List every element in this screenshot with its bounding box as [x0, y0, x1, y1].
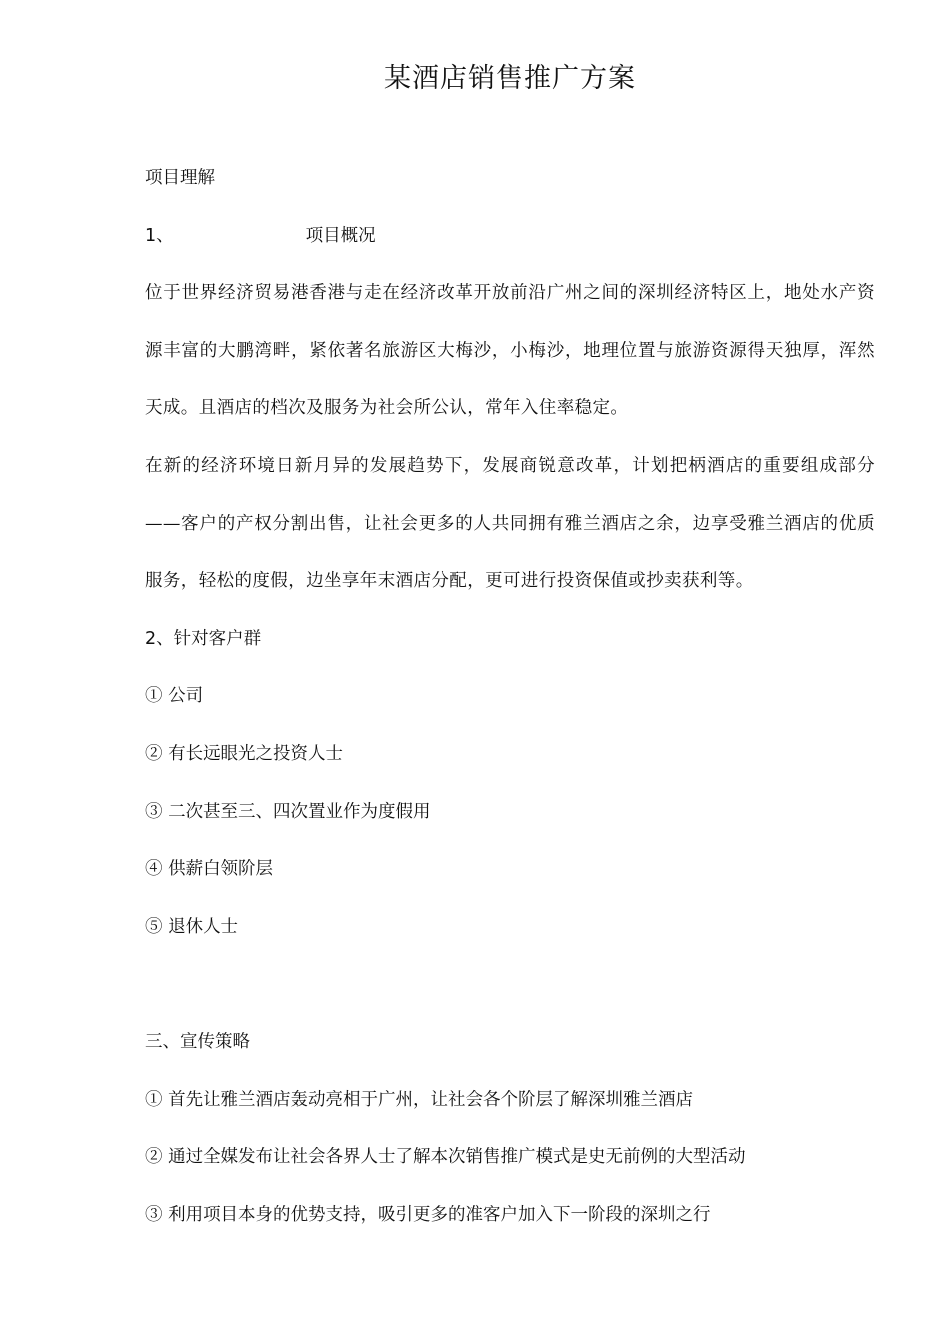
strategy-item: ① 首先让雅兰酒店轰动亮相于广州，让社会各个阶层了解深圳雅兰酒店	[145, 1089, 694, 1110]
strategy-item: ② 通过全媒发布让社会各界人士了解本次销售推广模式是史无前例的大型活动	[145, 1147, 746, 1168]
item1-title: 项目概况	[305, 225, 376, 246]
customer-item: ② 有长远眼光之投资人士	[145, 743, 344, 764]
customer-item: ⑤ 退休人士	[145, 916, 239, 937]
item1-heading	[145, 208, 875, 266]
item2-number: 2	[145, 628, 157, 649]
document-body	[145, 150, 875, 1244]
item2-title: 、针对客户群	[156, 628, 262, 649]
document-title: 某酒店销售推广方案	[384, 63, 636, 94]
section-heading-project: 项目理解	[145, 168, 215, 188]
customer-item: ③ 二次甚至三、四次置业作为度假用	[145, 801, 431, 822]
customer-item: ① 公司	[145, 686, 204, 707]
item2-heading	[145, 611, 875, 669]
strategy-item: ③ 利用项目本身的优势支持，吸引更多的准客户加入下一阶段的深圳之行	[145, 1204, 711, 1225]
customer-item: ④ 供薪白领阶层	[145, 859, 274, 880]
paragraph-overview: 位于世界经济贸易港香港与走在经济改革开放前沿广州之间的深圳经济特区上，地处水产资源丰富的大鹏湾畔，紧依著名旅游区大梅沙，小梅沙，地理位置与旅游资源得天独厚，浑然天成。且酒店的档次及服务为社会所公认，常年入住率稳定。	[145, 283, 875, 419]
paragraph-reform: 在新的经济环境日新月异的发展趋势下，发展商锐意改革，计划把柄酒店的重要组成部分——客户的产权分割出售，让社会更多的人共同拥有雅兰酒店之余，边享受雅兰酒店的优质服务，轻松的度假，边坐享年末酒店分配，更可进行投资保值或抄卖获利等。	[145, 455, 875, 592]
item1-number: 1、	[145, 225, 174, 246]
section-heading-strategy: 三、宣传策略	[145, 1031, 250, 1052]
blank-line	[145, 956, 875, 1014]
